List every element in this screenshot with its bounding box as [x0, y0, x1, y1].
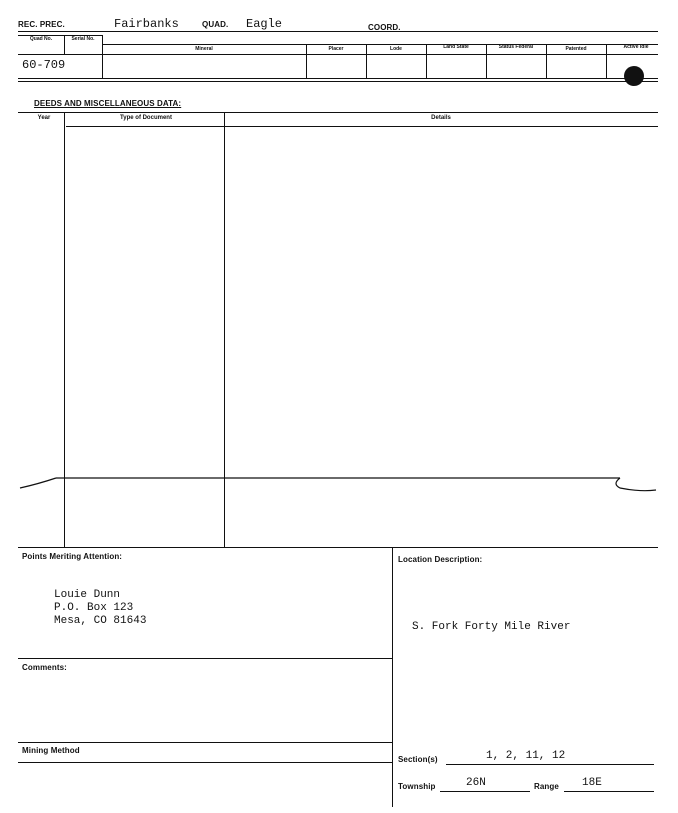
- col-details: Details: [431, 115, 451, 121]
- rec-prec-value: Fairbanks: [114, 17, 179, 31]
- col-patented: Patented: [565, 46, 587, 52]
- col-mineral: Mineral: [195, 46, 213, 52]
- col-status-federal: Status Federal: [498, 44, 534, 50]
- header-bottom-line-2: [18, 81, 658, 82]
- mining-method-line: [18, 742, 392, 743]
- divider: [64, 35, 65, 54]
- range-value: 18E: [582, 777, 602, 789]
- quad-value: Eagle: [246, 17, 283, 31]
- township-label: Township: [398, 782, 436, 791]
- sections-label: Section(s): [398, 755, 438, 764]
- bottom-divider: [392, 547, 393, 807]
- divider: [426, 44, 427, 78]
- rec-prec-label: REC. PREC.: [18, 20, 65, 29]
- col-land-status: Land State: [443, 44, 469, 50]
- header-bottom-line: [18, 78, 658, 79]
- township-underline: [440, 791, 530, 792]
- range-label: Range: [534, 782, 559, 791]
- location-value: S. Fork Forty Mile River: [412, 621, 571, 633]
- points-line-2: P.O. Box 123: [54, 602, 134, 614]
- col-placer: Placer: [328, 46, 344, 52]
- comments-label: Comments:: [22, 663, 67, 672]
- deeds-header-line: [66, 126, 658, 127]
- divider: [102, 35, 103, 78]
- points-line-1: Louie Dunn: [54, 589, 121, 601]
- township-value: 26N: [466, 777, 486, 789]
- col-serial-no: Serial No.: [71, 36, 95, 42]
- mining-method-label: Mining Method: [22, 746, 80, 755]
- divider: [306, 44, 307, 78]
- location-label: Location Description:: [398, 555, 483, 564]
- active-dot-icon: [624, 66, 644, 86]
- header-mid-line: [102, 44, 658, 45]
- col-active-idle: Active Idle: [623, 44, 649, 50]
- header-col-line: [18, 54, 658, 55]
- quad-no-value: 60-709: [22, 58, 66, 72]
- divider: [486, 44, 487, 78]
- divider: [606, 44, 607, 78]
- fold-line: [0, 470, 678, 500]
- points-line-3: Mesa, CO 81643: [54, 615, 147, 627]
- divider: [366, 44, 367, 78]
- bottom-top-line: [18, 547, 658, 548]
- header-top-line: [18, 31, 658, 32]
- deeds-top-line: [18, 112, 658, 113]
- points-label: Points Meriting Attention:: [22, 552, 123, 561]
- sections-underline: [446, 764, 654, 765]
- col-lode: Lode: [390, 46, 402, 52]
- coord-label: COORD.: [368, 23, 401, 32]
- divider: [546, 44, 547, 78]
- col-type: Type of Document: [120, 115, 172, 121]
- col-year: Year: [37, 115, 51, 121]
- deeds-title: DEEDS AND MISCELLANEOUS DATA:: [34, 99, 182, 108]
- comments-line: [18, 658, 392, 659]
- sections-value: 1, 2, 11, 12: [486, 750, 566, 762]
- col-quad-no: Quad No.: [29, 36, 53, 42]
- quad-label: QUAD.: [202, 20, 229, 29]
- mining-method-bottom-line: [18, 762, 392, 763]
- range-underline: [564, 791, 654, 792]
